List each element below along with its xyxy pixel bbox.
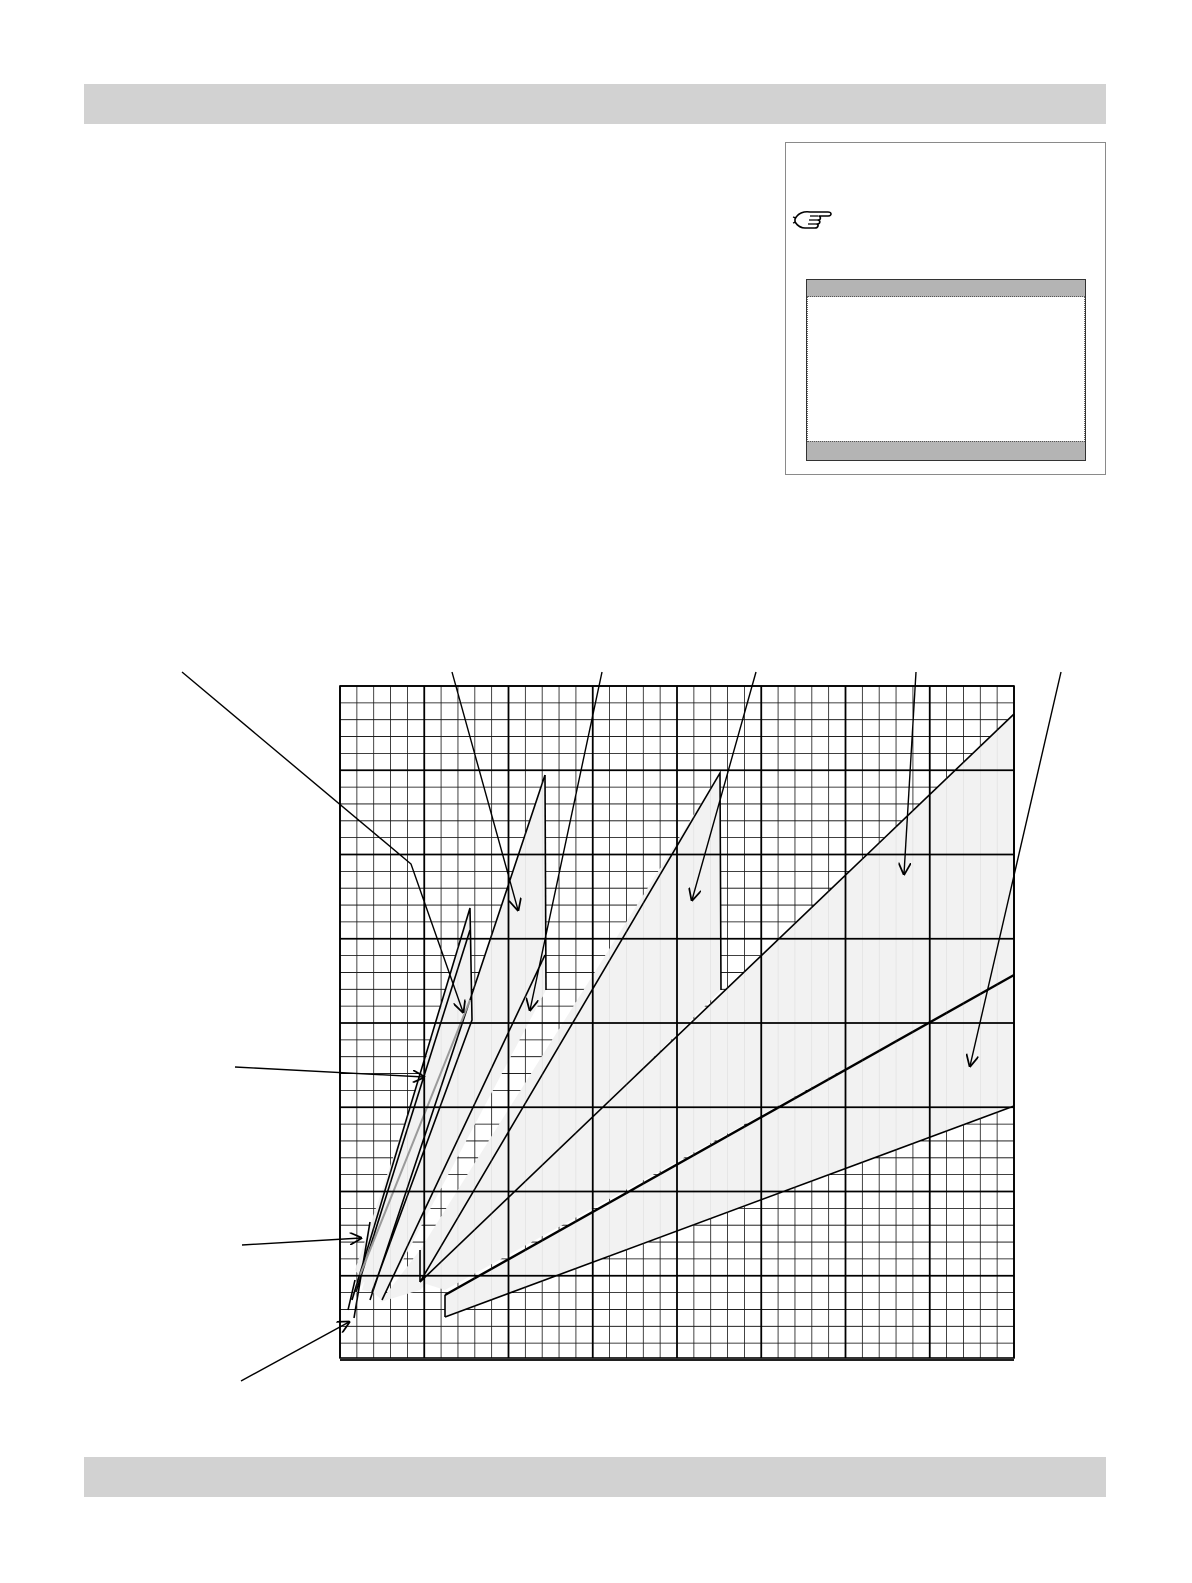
callout-arrow-1 (182, 672, 463, 1012)
callout-arrow-9 (241, 1322, 349, 1381)
chart-regions (348, 714, 1014, 1318)
footer-bar (84, 1457, 1106, 1497)
callout-arrow-7 (235, 1067, 424, 1077)
callout-arrow-4 (692, 672, 756, 900)
callout-arrow-8 (242, 1238, 361, 1245)
chart-boundary-12 (545, 775, 546, 990)
